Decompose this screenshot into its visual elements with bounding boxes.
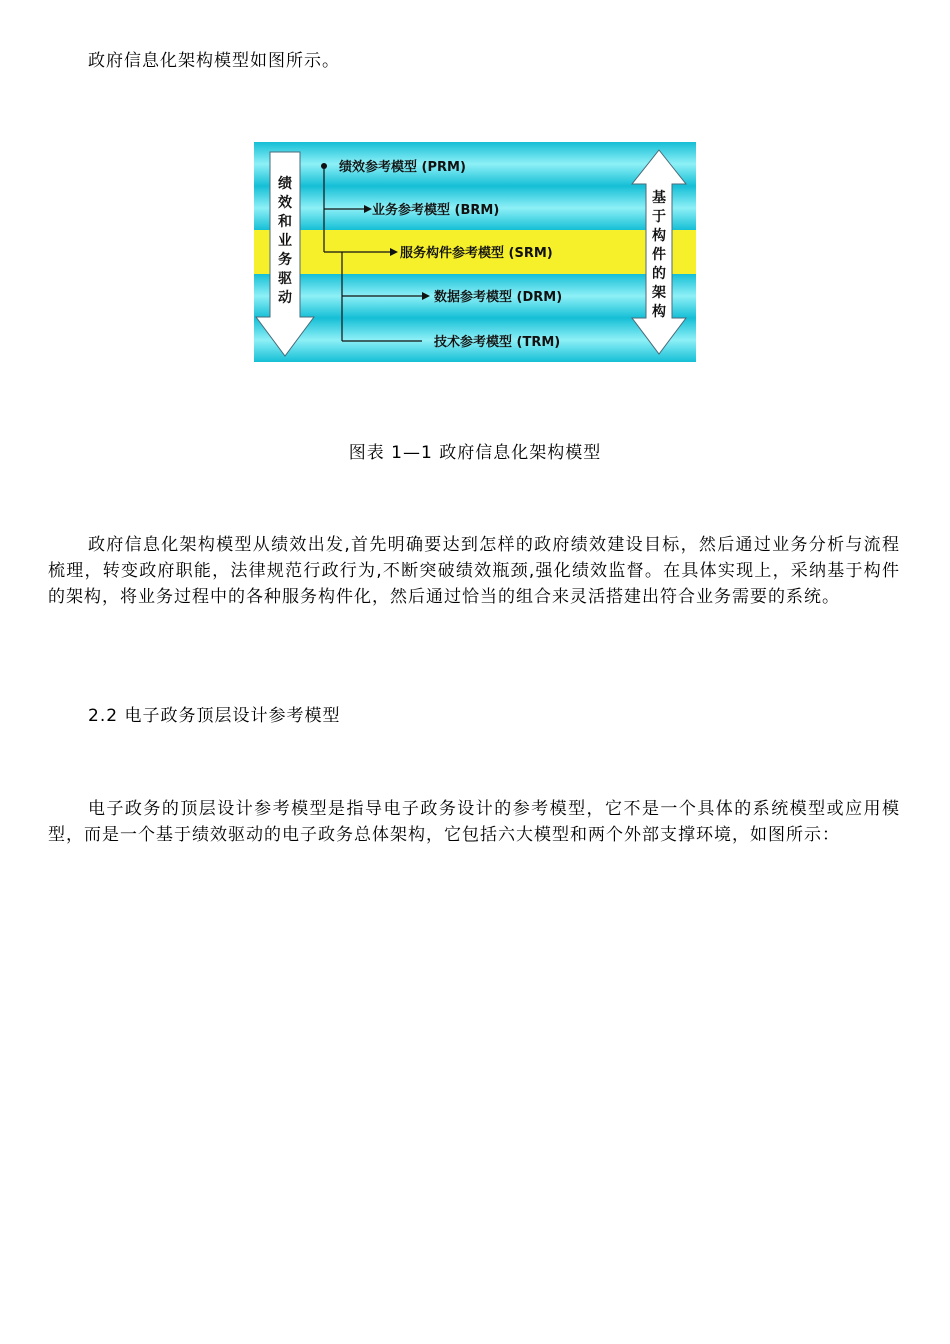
- vertical-char: 务: [278, 252, 292, 268]
- vertical-char: 驱: [278, 271, 292, 287]
- vertical-char: 和: [278, 214, 292, 230]
- architecture-figure: [254, 142, 696, 362]
- vertical-char: 构: [652, 304, 666, 320]
- vertical-char: 效: [278, 195, 292, 211]
- right-arrow-label: [652, 189, 666, 320]
- vertical-char: 于: [652, 209, 666, 225]
- vertical-char: 业: [278, 233, 292, 249]
- root-dot: [321, 163, 327, 169]
- section-heading: 2.2 电子政务顶层设计参考模型: [88, 706, 341, 726]
- vertical-char: 架: [652, 285, 666, 301]
- left-arrow-label: [278, 175, 292, 306]
- paragraph-architecture-description: 政府信息化架构模型从绩效出发,首先明确要达到怎样的政府绩效建设目标，然后通过业务分析与流程梳理，转变政府职能，法律规范行政行为,不断突破绩效瓶颈,强化绩效监督。在具体实现上，采纳基于构件的架构，将业务过程中的各种服务构件化，然后通过恰当的组合来灵活搭建出符合业务需要的系统。: [48, 535, 900, 607]
- intro-text: 政府信息化架构模型如图所示。: [88, 51, 340, 71]
- model-label-prm: 绩效参考模型 (PRM): [339, 160, 466, 175]
- figure-caption: 图表 1—1 政府信息化架构模型: [348, 443, 602, 463]
- band-1: [254, 142, 696, 186]
- paragraph-reference-model: 电子政务的顶层设计参考模型是指导电子政务设计的参考模型，它不是一个具体的系统模型或应用模型，而是一个基于绩效驱动的电子政务总体架构，它包括六大模型和两个外部支撑环境，如图所示：: [48, 799, 900, 845]
- model-label-srm: 服务构件参考模型 (SRM): [400, 246, 553, 261]
- vertical-char: 基: [652, 190, 666, 206]
- vertical-char: 件: [652, 247, 666, 263]
- vertical-char: 构: [652, 228, 666, 244]
- model-label-drm: 数据参考模型 (DRM): [434, 290, 563, 305]
- vertical-char: 的: [652, 266, 666, 282]
- model-label-trm: 技术参考模型 (TRM): [434, 335, 561, 350]
- vertical-char: 绩: [278, 176, 292, 192]
- vertical-char: 动: [278, 290, 292, 306]
- model-label-brm: 业务参考模型 (BRM): [372, 203, 500, 218]
